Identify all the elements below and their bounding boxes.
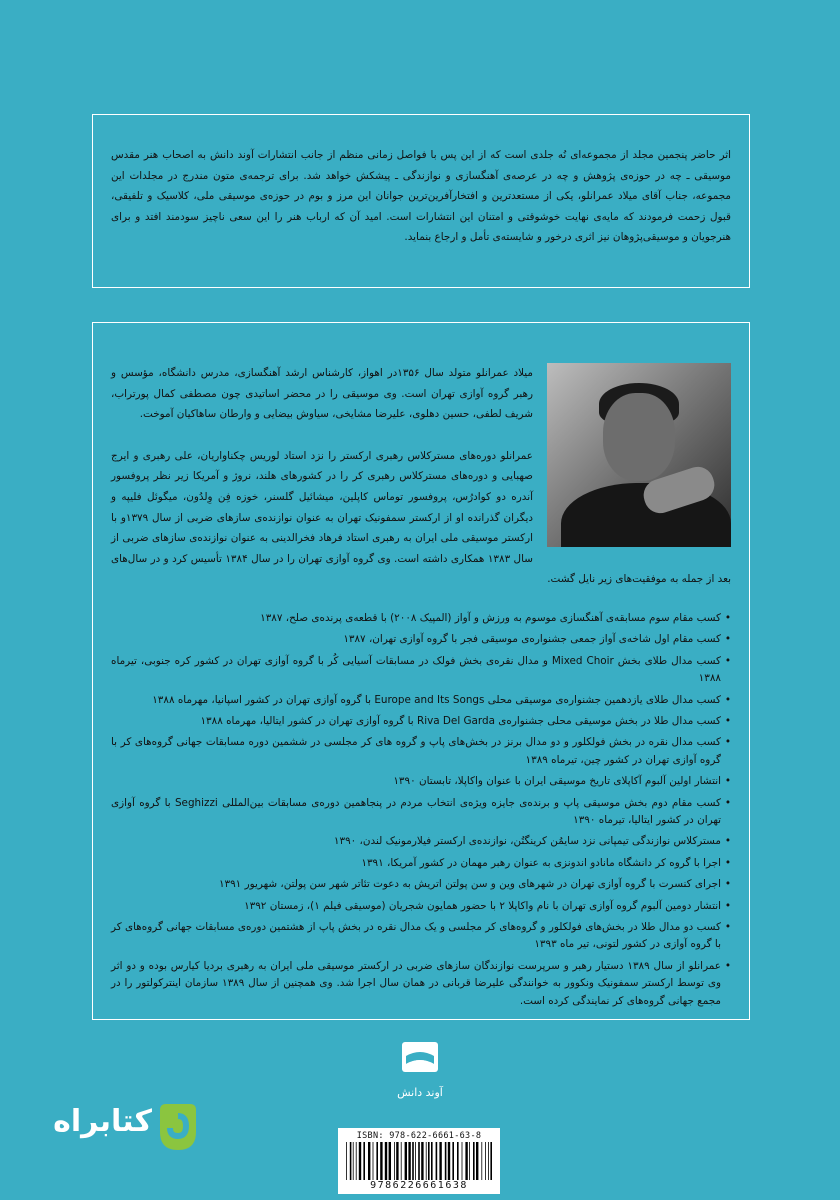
list-item: • انتشار اولین آلبوم آکاپلای تاریخ موسیقی ایران با عنوان واکاپلا، تابستان ۱۳۹۰ xyxy=(111,773,731,790)
barcode xyxy=(338,1128,500,1194)
publisher-name: آوند دانش xyxy=(397,1086,443,1099)
list-item: • کسب دو مدال طلا در بخش‌های فولکلور و گروه‌های کر مجلسی و یک مدال نقره در بخش پاپ از هشتمین دوره‌ی مسابقات جهانی گروه‌های کر با گروه آوازی در کشور لتونی، تیر ماه ۱۳۹۳ xyxy=(111,919,731,954)
list-item: • اجرا با گروه کر دانشگاه مانادو اندونزی به عنوان رهبر مهمان در کشور آمریکا، ۱۳۹۱ xyxy=(111,855,731,872)
author-photo xyxy=(547,363,731,547)
awards-list xyxy=(111,610,731,1010)
bio-box xyxy=(92,322,750,1020)
list-item: • کسب مقام دوم بخش موسیقی پاپ و برنده‌ی جایزه ویژه‌ی انتخاب مردم در پنجاهمین دوره‌ی مسابقات بین‌المللی Seghizzi با گروه آوازی تهران در کشور ایتالیا، تیرماه ۱۳۹۰ xyxy=(111,795,731,830)
list-item: • عمرانلو از سال ۱۳۸۹ دستیار رهبر و سرپرست نوازندگان سازهای ضربی در ارکستر موسیقی ملی ایران به رهبری بردیا کیارس بوده و دو اثر وی توسط ارکستر سمفونیک ونکوور به خوانندگی علیرضا قربانی در همان سال اجرا شد. وی همچنین از سال ۱۳۸۹ سازمان اینترکولتور را در مجمع جهانی گروه‌های کر نمایندگی کرده است. xyxy=(111,958,731,1010)
isbn-text: ISBN: 978-622-6661-63-8 xyxy=(356,1131,482,1141)
list-item: • مسترکلاس نوازندگی تیمپانی نزد سایمُن کرینگتُن، نوازنده‌ی ارکستر فیلارمونیک لندن، ۱۳۹۰ xyxy=(111,833,731,850)
list-item: • کسب مدال طلا در بخش موسیقی محلی جشنواره‌ی Riva Del Garda با گروه آوازی تهران در کشور ایتالیا، مهرماه ۱۳۸۸ xyxy=(111,713,731,730)
bio-paragraph-1: میلاد عمرانلو متولد سال ۱۳۵۶در اهواز، کارشناس ارشد آهنگسازی، مدرس دانشگاه، مؤسس و رهبر گروه آوازی تهران است. وی موسیقی را در محضر اساتیدی چون مصطفی کمال پورتراب، شریف لطفی، حسین دهلوی، علیرضا مشایخی، سیاوش بیضایی و وارطان ساهاکیان آموخت. xyxy=(111,367,533,421)
list-item: • کسب مدال طلای یازدهمین جشنواره‌ی موسیقی محلی Europe and Its Songs با گروه آوازی تهران در کشور اسپانیا، مهرماه ۱۳۸۸ xyxy=(111,692,731,709)
list-item: • کسب مقام اول شاخه‌ی آواز جمعی جشنواره‌ی موسیقی فجر با گروه آوازی تهران، ۱۳۸۷ xyxy=(111,631,731,648)
bio-paragraph-2: عمرانلو دوره‌های مسترکلاس رهبری ارکستر را نزد استاد لوریس چکناواریان، علی رهبری و ایرج صهبایی و دوره‌های مسترکلاس رهبری کر را در کشورهای هلند، نروژ و آمریکا زیر نظر پروفسور آندره دو کوادرُس، پروفسور توماس کاپلین، میشائیل گلسنر، خوزه فِن وِلدُون، میگوئل فلیپه و دیگران گذرانده او از ارکستر سمفونیک تهران به عنوان نوازنده‌ی سازهای ضربی از سال ۱۳۷۹و با ارکستر موسیقی ملی ایران به رهبری استاد فرهاد فخرالدینی به عنوان نوازنده‌ی سازهای ضربی از سال ۱۳۸۳ همکاری داشته است. وی گروه آوازی تهران را در سال ۱۳۸۴ تأسیس کرد و در سال‌های بعد از جمله به موفقیت‌های زیر نایل گشت. xyxy=(111,449,731,586)
list-item: • انتشار دومین آلبوم گروه آوازی تهران با نام واکاپلا ۲ با حضور همایون شجریان (موسیقی فیلم ۱)، زمستان ۱۳۹۲ xyxy=(111,898,731,915)
barcode-number: 9786226661638 xyxy=(370,1180,468,1191)
intro-paragraph: اثر حاضر پنجمین مجلد از مجموعه‌ای نُه جلدی است که از این پس با فواصل زمانی منظم از جانب انتشارات آوند دانش به اصحاب هنر مقدس موسیقی ـ چه در حوزه‌ی پژوهش و چه در عرصه‌ی آهنگسازی و نوازندگی ـ پیشکش خواهد شد. برای ترجمه‌ی متون مندرج در مجلدات این مجموعه، جناب آقای میلاد عمرانلو، یکی از مستعدترین و افتخارآفرین‌ترین جوانان این مرز و بوم در حوزه‌ی موسیقی ملی، کلاسیک و تلفیقی، قبول زحمت فرمودند که مایه‌ی نهایت خوشوقتی و امتنان این انتشارات است. امید آن که ارباب هنر را این سعی ناچیز سودمند افتد و برای هنرجویان و موسیقی‌پژوهان نیز اثری درخور و شایسته‌ی تأمل و ارجاع بنماید. xyxy=(111,149,731,244)
list-item: • کسب مدال نقره در بخش فولکلور و دو مدال برنز در بخش‌های پاپ و گروه های کر مجلسی در ششمین دوره مسابقات جهانی گروه‌های کر با گروه آوازی تهران در کشور چین، تیرماه ۱۳۸۹ xyxy=(111,734,731,769)
list-item: • کسب مقام سوم مسابقه‌ی آهنگسازی موسوم به ورزش و آواز (المپیک ۲۰۰۸) با قطعه‌ی پرنده‌ی صلح، ۱۳۸۷ xyxy=(111,610,731,627)
list-item: • کسب مدال طلای بخش Mixed Choir و مدال نقره‌ی بخش فولک در مسابقات آسیایی کُر با گروه آوازی تهران در کشور کره جنوبی، تیرماه ۱۳۸۸ xyxy=(111,653,731,688)
ketabrah-mark-icon xyxy=(156,1102,200,1152)
store-logo-text: کتابراه xyxy=(53,1104,152,1139)
list-item: • اجرای کنسرت با گروه آوازی تهران در شهرهای وین و سن پولتن اتریش به دعوت تئاتر شهر سن پولتن، شهریور ۱۳۹۱ xyxy=(111,876,731,893)
open-book-icon xyxy=(396,1034,444,1082)
intro-box xyxy=(92,114,750,288)
barcode-bars xyxy=(344,1142,494,1180)
